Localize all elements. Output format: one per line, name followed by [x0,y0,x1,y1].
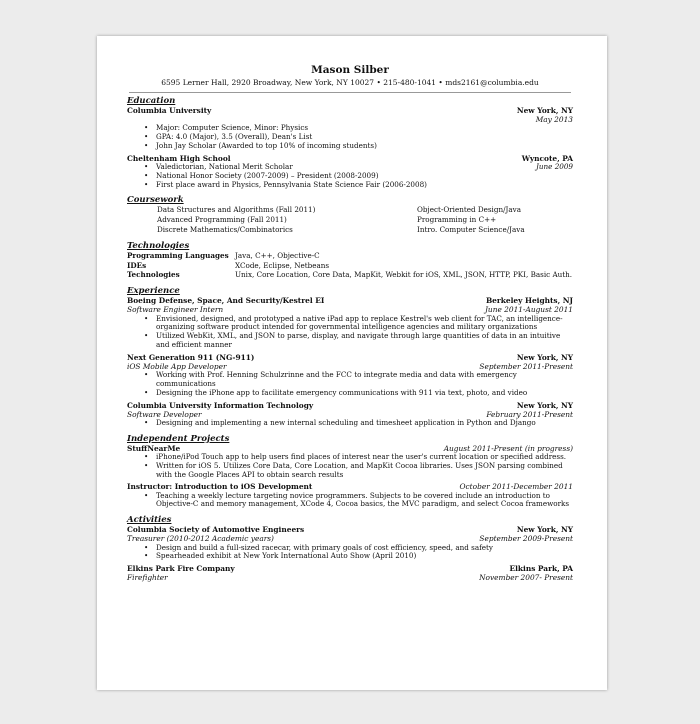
list-item: • iPhone/iPod Touch app to help users find places of interest near the user's current location or specified address. [156,453,573,462]
list-item: • Utilized WebKit, XML, and JSON to parse, display, and navigate through large quantities of data in an intuitive and efficient manner [156,332,573,350]
activity-date: September 2009-Present [479,534,573,544]
list-item: • John Jay Scholar (Awarded to top 10% of incoming students) [156,142,573,151]
tech-value: XCode, Eclipse, Netbeans [235,260,330,270]
company-name: Columbia University Information Technology [127,400,314,410]
company-name: Next Generation 911 (NG-911) [127,352,255,362]
experience-entry [127,353,573,398]
school-name: Cheltenham High School [127,153,231,163]
section-title-coursework: Coursework [127,195,184,206]
company-location: New York, NY [516,400,573,410]
activity-role: Firefighter [127,573,168,583]
project-name: Instructor: Introduction to iOS Development [127,482,313,492]
tech-key: Technologies [127,270,180,280]
header-divider [129,92,571,93]
activity-entry [127,525,573,561]
course-item: Data Structures and Algorithms (Fall 2011) [157,205,316,215]
project-entry [127,482,573,509]
tech-value: Unix, Core Location, Core Data, MapKit, Webkit for iOS, XML, JSON, HTTP, PKI, Basic Auth. [235,270,573,280]
org-name: Columbia Society of Automotive Engineers [127,525,305,535]
list-item: • Design and build a full-sized racecar, with primary goals of cost efficiency, speed, and safety [156,544,573,553]
tech-value: Java, C++, Objective-C [235,250,320,260]
experience-entry [127,401,573,428]
education-entry [127,106,573,151]
coursework-list [127,205,573,234]
project-date: August 2011-Present (in progress) [443,443,573,453]
org-location: New York, NY [516,525,573,535]
school-location: New York, NY [516,106,573,115]
contact-line: 6595 Lerner Hall, 2920 Broadway, New York, NY 10027 • 215-480-1041 • mds2161@columbia.edu [161,78,539,87]
list-item: • Teaching a weekly lecture targeting novice programmers. Subjects to be covered include an introduction to Objective-C and memory management, XCode 4, Cocoa basics, the MVC paradigm, and select Cocoa frameworks [156,492,573,510]
project-entry [127,444,573,480]
education-entry [127,154,573,190]
resume-page [97,36,607,690]
course-item: Discrete Mathematics/Combinatorics [157,224,293,234]
section-title-activities: Activities [127,515,172,526]
school-date: May 2013 [535,115,573,125]
tech-key: Programming Languages [127,250,229,260]
section-title-technologies: Technologies [127,240,190,251]
course-item: Object-Oriented Design/Java [417,205,522,215]
list-item: • Spearheaded exhibit at New York International Auto Show (April 2010) [156,552,573,561]
candidate-name: Mason Silber [311,64,389,76]
job-role: Software Engineer Intern [127,305,224,315]
list-item: • Envisioned, designed, and prototyped a native iPad app to replace Kestrel's web client for TAC, an intelligence-organizing software product intended for governmental intelligence agencies and military organizations [156,315,573,333]
project-date: October 2011-December 2011 [459,482,573,492]
tech-key: IDEs [127,260,147,270]
course-item: Programming in C++ [417,215,497,225]
section-title-projects: Independent Projects [127,433,230,444]
section-title-education: Education [127,96,176,106]
activity-date: November 2007- Present [479,573,573,583]
org-location: Elkins Park, PA [509,564,573,574]
course-item: Intro. Computer Science/Java [417,224,525,234]
job-role: iOS Mobile App Developer [127,361,227,371]
school-name: Columbia University [127,106,212,115]
technologies-table [127,251,573,280]
resume-content [127,64,573,583]
list-item: • Designing and implementing a new internal scheduling and timesheet application in Python and Django [156,419,573,428]
job-role: Software Developer [127,409,202,419]
school-date: June 2009 [536,162,573,171]
project-name: StuffNearMe [127,443,181,453]
section-title-experience: Experience [127,286,180,297]
activity-entry [127,564,573,582]
job-date: June 2011-August 2011 [484,305,573,315]
company-location: New York, NY [516,352,573,362]
list-item: • Working with Prof. Henning Schulzrinne and the FCC to integrate media and data with emergency communications [156,371,573,389]
list-item: • Valedictorian, National Merit Scholar June 2009 [156,163,573,172]
job-date: September 2011-Present [479,361,573,371]
list-item: • National Honor Society (2007-2009) – President (2008-2009) [156,172,573,181]
list-item: • Major: Computer Science, Minor: Physics [156,124,573,133]
list-item: • GPA: 4.0 (Major), 3.5 (Overall), Dean's List [156,133,573,142]
activity-role: Treasurer (2010-2012 Academic years) [127,534,274,544]
course-item: Advanced Programming (Fall 2011) [157,215,287,225]
list-item: • Written for iOS 5. Utilizes Core Data, Core Location, and MapKit Cocoa libraries. Uses JSON parsing combined with the Google Places API to obtain search results [156,462,573,480]
list-item: • First place award in Physics, Pennsylvania State Science Fair (2006-2008) [156,181,573,190]
experience-entry [127,296,573,350]
school-location: Wyncote, PA [521,153,573,163]
job-date: February 2011-Present [486,409,573,419]
org-name: Elkins Park Fire Company [127,564,235,574]
company-name: Boeing Defense, Space, And Security/Kestrel EI [127,296,325,306]
list-item: • Designing the iPhone app to facilitate emergency communications with 911 via text, photo, and video [156,389,573,398]
company-location: Berkeley Heights, NJ [485,296,573,306]
